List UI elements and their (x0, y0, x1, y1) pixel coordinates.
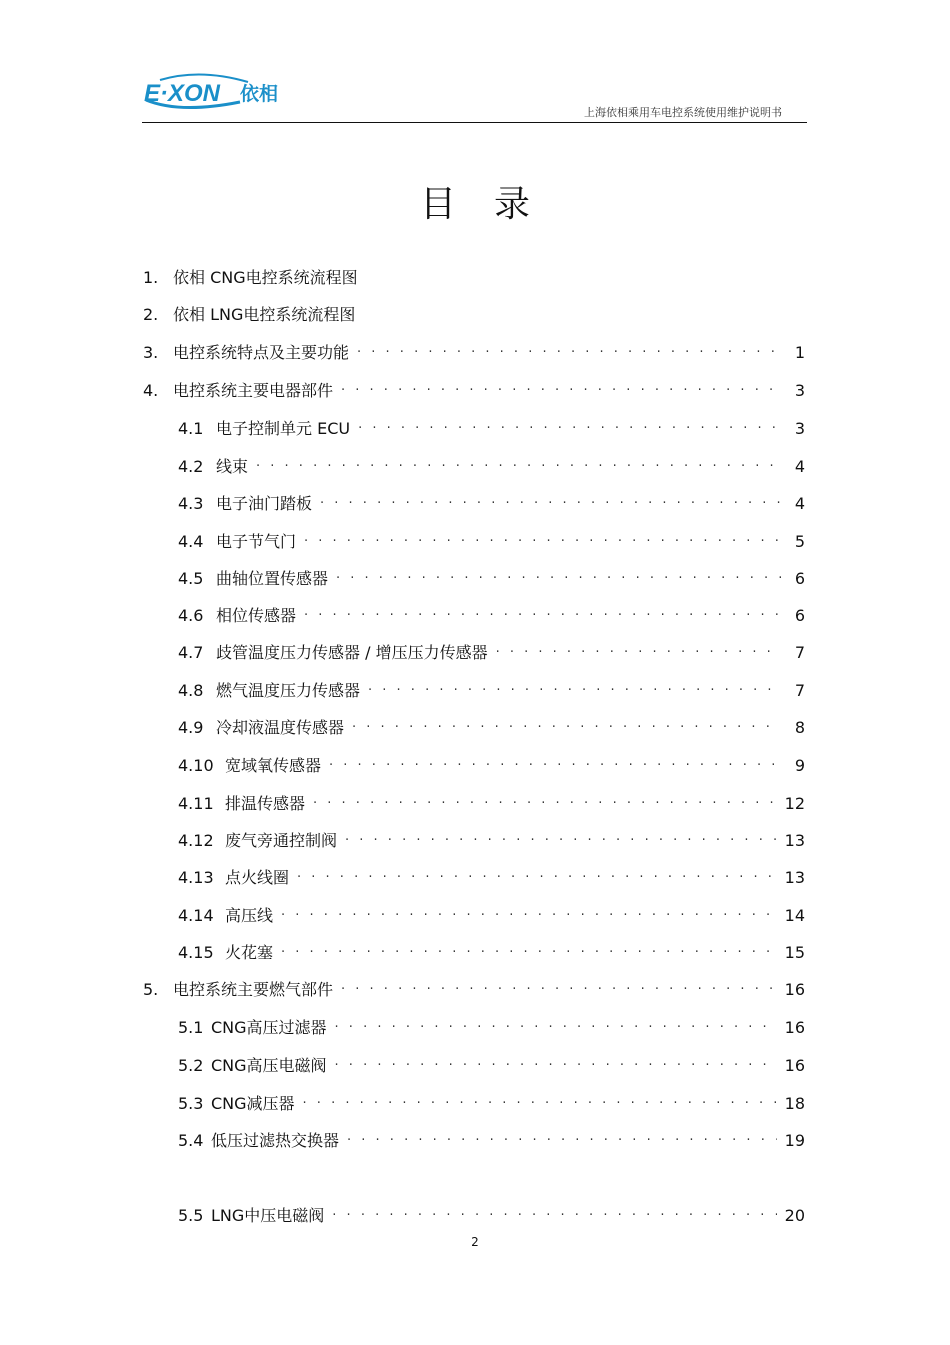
toc-entry[interactable] (143, 1129, 805, 1153)
toc-entry-title: 电子油门踏板 (216, 494, 313, 513)
toc-entry-page: 5 (794, 532, 805, 551)
toc-entry-title: 依相 LNG电控系统流程图 (173, 305, 356, 324)
toc-leader-dots (281, 941, 777, 965)
toc-leader-dots (357, 341, 781, 365)
toc-entry-title: 电子控制单元 ECU (216, 419, 351, 438)
toc-entry-number: 4.12 (178, 831, 214, 850)
toc-entry-title: CNG高压过滤器 (211, 1018, 327, 1037)
toc-entry[interactable] (143, 303, 805, 327)
toc-entry-page: 3 (794, 381, 805, 400)
toc-leader-dots (335, 1016, 777, 1040)
header-divider (142, 122, 807, 123)
toc-leader-dots (313, 792, 777, 816)
toc-entry-page: 9 (794, 756, 805, 775)
toc-entry-page: 16 (784, 980, 805, 999)
toc-entry-title: 电控系统特点及主要功能 (173, 343, 350, 362)
toc-entry-number: 5. (143, 980, 159, 999)
toc-leader-dots (368, 679, 781, 703)
toc-heading: 目录 (419, 184, 568, 225)
toc-entry-title: 宽域氧传感器 (225, 756, 322, 775)
toc-entry[interactable] (143, 1204, 805, 1228)
toc-entry[interactable] (143, 904, 805, 928)
toc-entry-title: CNG高压电磁阀 (211, 1056, 327, 1075)
toc-entry-title: 火花塞 (225, 943, 274, 962)
toc-entry-page: 20 (784, 1206, 805, 1225)
toc-leader-dots (304, 604, 781, 628)
toc-entry[interactable] (143, 341, 805, 365)
toc-entry-page: 14 (784, 906, 805, 925)
toc-entry-page: 13 (784, 868, 805, 887)
toc-entry[interactable] (143, 604, 805, 628)
toc-entry[interactable] (143, 1054, 805, 1078)
toc-entry-number: 4.9 (178, 718, 204, 737)
toc-entry[interactable] (143, 754, 805, 778)
toc-entry-number: 4.3 (178, 494, 204, 513)
toc-entry-title: 电控系统主要燃气部件 (173, 980, 334, 999)
toc-entry-number: 4.15 (178, 943, 214, 962)
toc-entry-number: 1. (143, 268, 159, 287)
toc-entry-title: 歧管温度压力传感器 / 增压压力传感器 (216, 643, 488, 662)
toc-entry[interactable] (143, 641, 805, 665)
page-number: 2 (471, 1235, 479, 1249)
toc-leader-dots (496, 641, 781, 665)
toc-entry[interactable] (143, 455, 805, 479)
logo-wordmark: E·XON (144, 80, 221, 107)
toc-entry-number: 4.4 (178, 532, 204, 551)
toc-entry-number: 5.4 (178, 1131, 204, 1150)
toc-leader-dots (320, 492, 781, 516)
toc-entry-title: 依相 CNG电控系统流程图 (173, 268, 358, 287)
toc-entry-number: 4. (143, 381, 159, 400)
toc-leader-dots (304, 530, 781, 554)
toc-leader-dots (281, 904, 777, 928)
toc-entry-title: 低压过滤热交换器 (211, 1131, 340, 1150)
toc-entry-number: 4.6 (178, 606, 204, 625)
toc-entry-number: 4.13 (178, 868, 214, 887)
toc-leader-dots (303, 1092, 777, 1116)
toc-entry-number: 3. (143, 343, 159, 362)
toc-entry-number: 4.7 (178, 643, 204, 662)
toc-leader-dots (341, 379, 781, 403)
toc-entry-title: CNG减压器 (211, 1094, 295, 1113)
toc-entry-page: 12 (784, 794, 805, 813)
toc-entry-title: 冷却液温度传感器 (216, 718, 345, 737)
toc-leader-dots (347, 1129, 777, 1153)
toc-leader-dots (358, 417, 781, 441)
toc-leader-dots (352, 716, 781, 740)
exon-logo (140, 70, 290, 118)
toc-leader-dots (332, 1204, 776, 1228)
toc-entry-page: 3 (794, 419, 805, 438)
toc-entry-number: 2. (143, 305, 159, 324)
toc-entry-title: 燃气温度压力传感器 (216, 681, 361, 700)
toc-entry-number: 4.8 (178, 681, 204, 700)
toc-leader-dots (297, 866, 777, 890)
toc-entry[interactable] (143, 1016, 805, 1040)
toc-entry[interactable] (143, 417, 805, 441)
toc-entry-title: 电控系统主要电器部件 (173, 381, 334, 400)
toc-entry[interactable] (143, 1092, 805, 1116)
toc-entry-page: 6 (794, 569, 805, 588)
toc-entry-number: 5.2 (178, 1056, 204, 1075)
toc-entry[interactable] (143, 379, 805, 403)
toc-entry[interactable] (143, 679, 805, 703)
toc-entry-page: 19 (784, 1131, 805, 1150)
toc-entry-page: 13 (784, 831, 805, 850)
toc-entry-number: 4.14 (178, 906, 214, 925)
toc-entry[interactable] (143, 266, 805, 290)
logo-chinese: 依相 (240, 83, 279, 105)
toc-entry-page: 16 (784, 1056, 805, 1075)
toc-entry-title: LNG中压电磁阀 (211, 1206, 325, 1225)
toc-entry-title: 曲轴位置传感器 (216, 569, 329, 588)
toc-entry-page: 8 (794, 718, 805, 737)
toc-entry[interactable] (143, 530, 805, 554)
toc-entry-number: 4.10 (178, 756, 214, 775)
toc-entry-page: 15 (784, 943, 805, 962)
toc-entry[interactable] (143, 792, 805, 816)
toc-entry-number: 4.11 (178, 794, 214, 813)
toc-leader-dots (336, 567, 781, 591)
toc-entry[interactable] (143, 866, 805, 890)
document-title: 上海依相乘用车电控系统使用维护说明书 (584, 106, 782, 119)
toc-entry-page: 16 (784, 1018, 805, 1037)
toc-entry-page: 7 (794, 643, 805, 662)
toc-entry-title: 线束 (216, 457, 249, 476)
toc-entry-page: 4 (794, 494, 805, 513)
toc-entry-page: 7 (794, 681, 805, 700)
toc-entry[interactable] (143, 716, 805, 740)
toc-entry[interactable] (143, 567, 805, 591)
toc-leader-dots (256, 455, 781, 479)
toc-entry-number: 5.5 (178, 1206, 204, 1225)
toc-entry-number: 4.1 (178, 419, 204, 438)
toc-entry-title: 废气旁通控制阀 (225, 831, 338, 850)
toc-leader-dots (335, 1054, 777, 1078)
toc-entry-page: 18 (784, 1094, 805, 1113)
toc-leader-dots (345, 829, 777, 853)
toc-entry-page: 1 (794, 343, 805, 362)
toc-entry-page: 6 (794, 606, 805, 625)
toc-entry-page: 4 (794, 457, 805, 476)
toc-entry-number: 4.2 (178, 457, 204, 476)
toc-entry[interactable] (143, 941, 805, 965)
toc-entry-title: 排温传感器 (225, 794, 306, 813)
toc-entry[interactable] (143, 978, 805, 1002)
toc-entry-number: 4.5 (178, 569, 204, 588)
toc-entry-number: 5.1 (178, 1018, 204, 1037)
toc-entry[interactable] (143, 492, 805, 516)
toc-leader-dots (341, 978, 777, 1002)
toc-entry-title: 相位传感器 (216, 606, 297, 625)
toc-entry-title: 高压线 (225, 906, 274, 925)
toc-leader-dots (329, 754, 781, 778)
toc-entry-title: 点火线圈 (225, 868, 290, 887)
toc-entry[interactable] (143, 829, 805, 853)
toc-entry-number: 5.3 (178, 1094, 204, 1113)
toc-entry-title: 电子节气门 (216, 532, 297, 551)
